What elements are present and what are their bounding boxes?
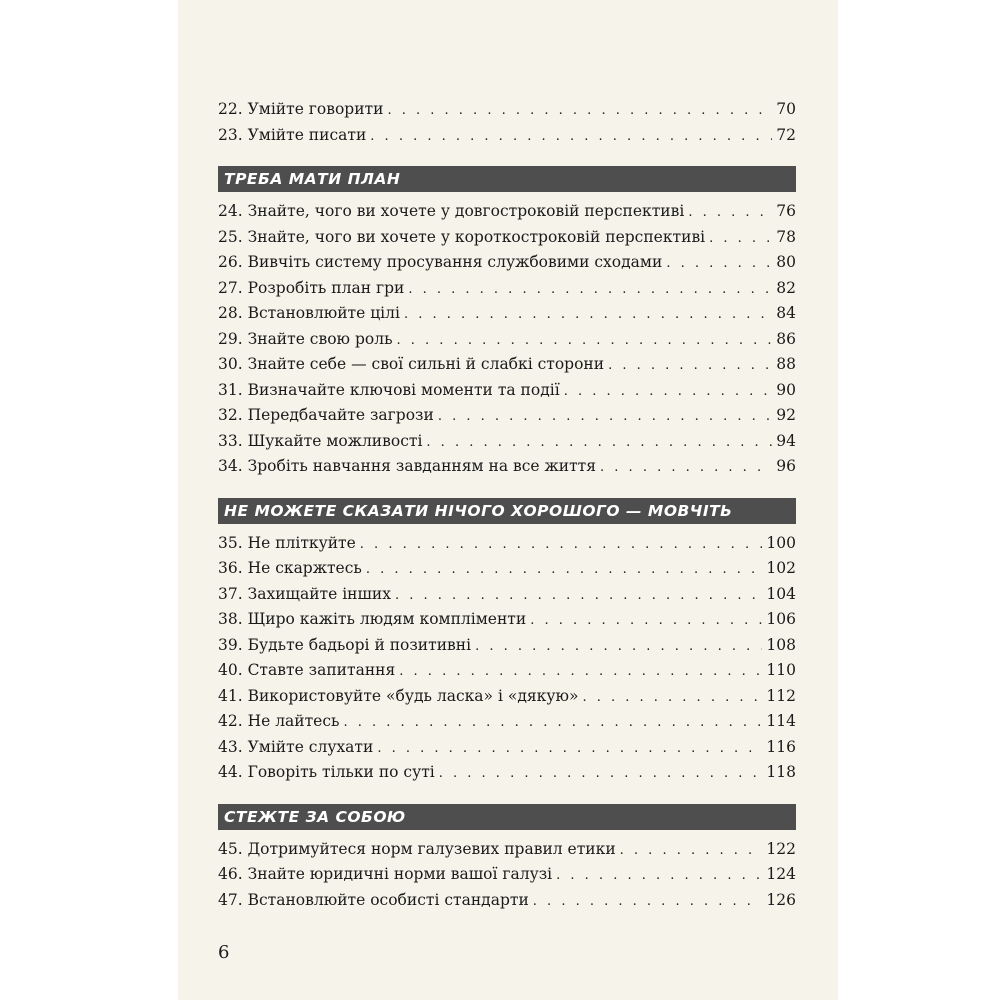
toc-leader-dots [360,537,763,552]
toc-entry-title: 46. Знайте юридичні норми вашої галузі [218,865,553,883]
toc-entry [218,126,796,152]
toc-entry [218,432,796,458]
toc-entry-title: 29. Знайте свою роль [218,329,393,348]
section-heading: ТРЕБА МАТИ ПЛАН [218,166,796,192]
toc-entry-title: 31. Визначайте ключові моменти та події [218,380,560,399]
toc-entry-title: 41. Використовуйте «будь ласка» і «дякую» [218,686,579,705]
toc-entry-page: 126 [766,890,796,909]
toc-entry-page: 92 [776,406,796,424]
toc-leader-dots [426,435,772,450]
toc-entry [218,712,796,738]
toc-entry-title: 39. Будьте бадьорі й позитивні [218,635,472,654]
toc-entry-title: 34. Зробіть навчання завданням на все життя [218,457,597,475]
toc-entry-page: 88 [776,355,796,373]
toc-entry-page: 102 [766,559,796,577]
section-heading: НЕ МОЖЕТЕ СКАЗАТИ НІЧОГО ХОРОШОГО — МОВЧІТЬ [218,498,796,524]
toc-entry-page: 70 [776,100,796,118]
toc-leader-dots [439,766,763,781]
toc-leader-dots [399,664,762,679]
toc-leader-dots [475,639,762,654]
toc-leader-dots [397,333,773,348]
toc-leader-dots [387,103,772,118]
toc-leader-dots [582,690,762,705]
toc-entry [218,865,796,891]
toc-entry-title: 44. Говоріть тільки по суті [218,763,435,781]
toc-entry-page: 110 [766,661,796,679]
toc-entry [218,100,796,126]
toc-entry-title: 24. Знайте, чого ви хочете у довгостроковій перспективі [218,202,685,220]
toc-entry [218,840,796,866]
toc-entry [218,763,796,789]
book-page [178,0,838,1000]
toc-entry-title: 25. Знайте, чого ви хочете у короткостроковій перспективі [218,227,706,246]
table-of-contents [218,100,796,916]
toc-leader-dots [343,715,762,730]
toc-entry-title: 47. Встановлюйте особисті стандарти [218,890,529,909]
toc-entry [218,202,796,228]
toc-entry [218,534,796,560]
toc-entry-title: 36. Не скаржтесь [218,559,362,577]
toc-entry [218,279,796,305]
toc-entry-page: 86 [776,329,796,348]
toc-entry [218,891,796,917]
toc-leader-dots [438,409,772,424]
toc-entry-title: 33. Шукайте можливості [218,431,423,450]
toc-leader-dots [620,843,763,858]
toc-entry [218,738,796,764]
toc-entry-page: 104 [766,584,796,603]
toc-entry-title: 26. Вивчіть систему просування службовими сходами [218,253,663,271]
toc-leader-dots [600,460,772,475]
toc-entry-page: 124 [766,865,796,883]
toc-entry-page: 116 [766,737,796,756]
toc-entry-page: 112 [766,686,796,705]
toc-leader-dots [404,307,772,322]
toc-entry [218,559,796,585]
toc-entry-title: 22. Умійте говорити [218,100,384,118]
toc-leader-dots [395,588,762,603]
toc-leader-dots [688,205,772,220]
toc-entry [218,406,796,432]
toc-leader-dots [666,256,772,271]
toc-entry-page: 114 [766,712,796,730]
toc-entry-title: 35. Не пліткуйте [218,533,356,552]
toc-entry-page: 72 [776,125,796,144]
toc-leader-dots [366,562,763,577]
toc-entry-title: 45. Дотримуйтеся норм галузевих правил етики [218,839,616,858]
toc-entry [218,381,796,407]
toc-leader-dots [556,868,762,883]
toc-entry-title: 32. Передбачайте загрози [218,406,434,424]
toc-entry-title: 43. Умійте слухати [218,737,374,756]
toc-leader-dots [408,282,772,297]
toc-entry [218,253,796,279]
toc-entry [218,457,796,483]
toc-entry [218,585,796,611]
toc-entry [218,610,796,636]
toc-entry-page: 96 [776,457,796,475]
toc-entry-title: 38. Щиро кажіть людям компліменти [218,610,527,628]
toc-entry-page: 100 [766,533,796,552]
toc-leader-dots [533,894,763,909]
toc-entry-page: 76 [776,202,796,220]
toc-entry [218,304,796,330]
toc-leader-dots [377,741,762,756]
toc-entry-title: 30. Знайте себе — свої сильні й слабкі сторони [218,355,605,373]
toc-entry-page: 108 [766,635,796,654]
toc-entry [218,687,796,713]
toc-entry-title: 23. Умійте писати [218,125,367,144]
toc-entry-page: 118 [766,763,796,781]
toc-entry-title: 28. Встановлюйте цілі [218,304,400,322]
section-heading: СТЕЖТЕ ЗА СОБОЮ [218,804,796,830]
toc-entry-title: 37. Захищайте інших [218,584,391,603]
page-number: 6 [218,942,230,963]
toc-entry-page: 82 [776,278,796,297]
toc-leader-dots [608,358,772,373]
toc-entry-page: 84 [776,304,796,322]
toc-leader-dots [564,384,773,399]
toc-entry-page: 122 [766,839,796,858]
toc-entry-page: 94 [776,431,796,450]
toc-entry-title: 27. Розробіть план гри [218,278,405,297]
toc-entry-title: 40. Ставте запитання [218,661,396,679]
toc-leader-dots [709,231,772,246]
toc-entry-page: 90 [776,380,796,399]
toc-leader-dots [370,129,772,144]
toc-entry-page: 106 [766,610,796,628]
toc-entry [218,330,796,356]
toc-entry [218,636,796,662]
toc-entry [218,661,796,687]
toc-entry-title: 42. Не лайтесь [218,712,340,730]
toc-entry-page: 78 [776,227,796,246]
toc-entry-page: 80 [776,253,796,271]
toc-leader-dots [530,613,762,628]
toc-entry [218,228,796,254]
toc-entry [218,355,796,381]
